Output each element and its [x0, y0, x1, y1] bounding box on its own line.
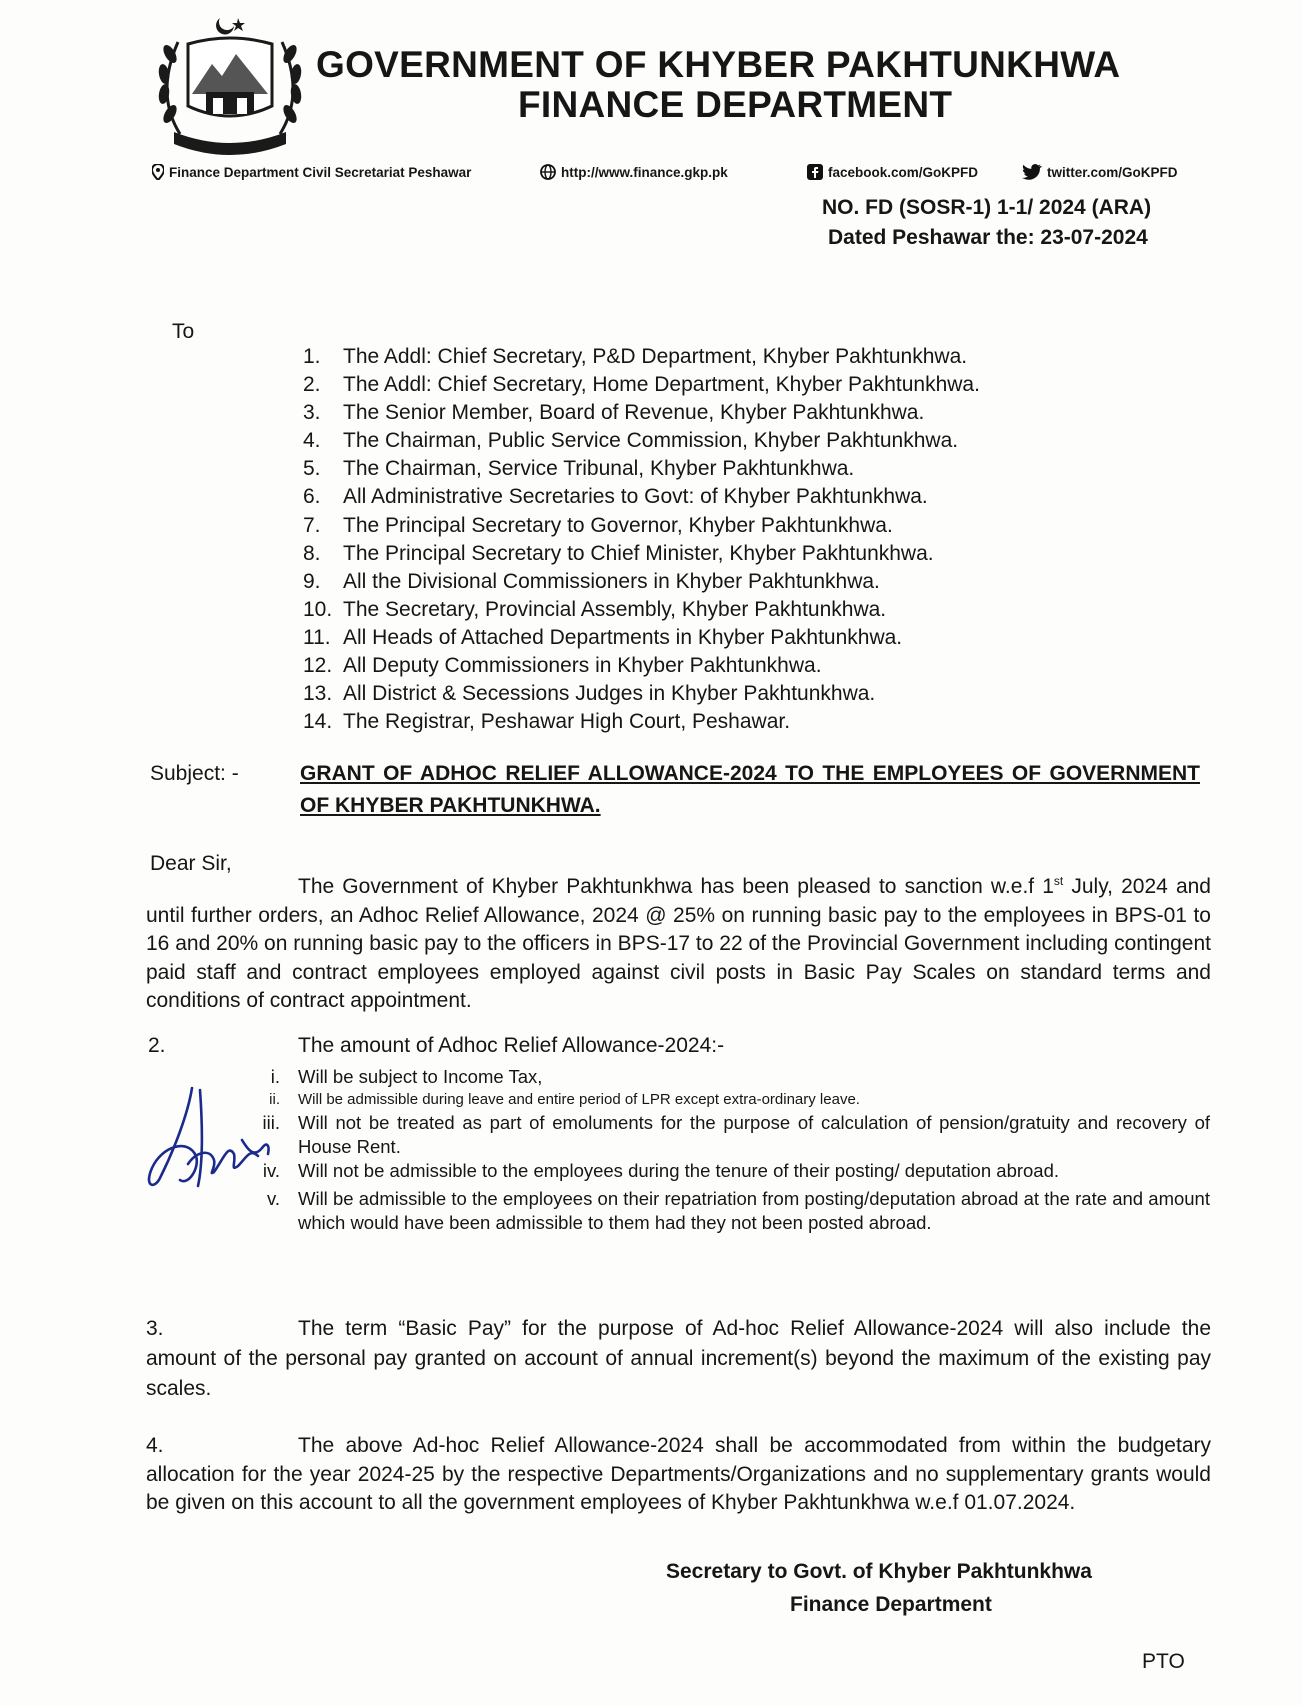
twitter-link[interactable]: twitter.com/GoKPFD [1047, 164, 1178, 180]
department-subtitle: FINANCE DEPARTMENT [518, 84, 953, 125]
website-item[interactable] [540, 164, 728, 180]
department-title: GOVERNMENT OF KHYBER PAKHTUNKHWA [316, 44, 1121, 85]
handwritten-signature [130, 1068, 280, 1208]
signatory-title: Secretary to Govt. of Khyber Pakhtunkhwa [666, 1560, 1092, 1583]
allowance-conditions-list [200, 1065, 1210, 1235]
paragraph-4: 4. The above Ad-hoc Relief Allowance-2024 shall be accommodated from within the budgetary allocation for the year 2024-25 by the respective Departments/Organizations and no supplementary grants would be given on this account to all the government employees of Khyber Pakhtunkhwa w.e.f 01.07.2024. [146, 1434, 1211, 1514]
paragraph-3: 3. The term “Basic Pay” for the purpose of Ad-hoc Relief Allowance-2024 will also include the amount of the personal pay granted on account of annual increment(s) beyond the maximum of the existing pay scales. [146, 1317, 1211, 1400]
government-emblem-icon [150, 14, 310, 164]
reference-date: Dated Peshawar the: 23-07-2024 [828, 226, 1148, 249]
list-item: 12. All Deputy Commissioners in Khyber Pakhtunkhwa. [303, 654, 822, 678]
list-item: 14. The Registrar, Peshawar High Court, Peshawar. [303, 710, 791, 734]
list-item: 3. The Senior Member, Board of Revenue, Khyber Pakhtunkhwa. [303, 401, 925, 425]
list-item: 1. The Addl: Chief Secretary, P&D Department, Khyber Pakhtunkhwa. [303, 345, 968, 368]
paragraph-2-number: 2. [148, 1034, 166, 1057]
website-link[interactable]: http://www.finance.gkp.pk [561, 164, 728, 180]
twitter-icon [1022, 164, 1042, 180]
paragraph-2-intro: The amount of Adhoc Relief Allowance-2024:- [298, 1034, 725, 1057]
list-item: 11. All Heads of Attached Departments in Khyber Pakhtunkhwa. [303, 625, 903, 649]
facebook-icon [807, 164, 823, 180]
to-label: To [172, 320, 195, 343]
list-item: ii. Will be admissible during leave and entire period of LPR except extra-ordinary leave. [269, 1091, 860, 1108]
pto-mark: PTO [1142, 1650, 1185, 1673]
address-item [152, 164, 471, 180]
location-pin-icon [152, 164, 164, 180]
list-item: 10. The Secretary, Provincial Assembly, Khyber Pakhtunkhwa. [303, 597, 887, 621]
twitter-item[interactable] [1022, 164, 1178, 180]
list-item: i. Will be subject to Income Tax, [270, 1066, 543, 1087]
reference-number: NO. FD (SOSR-1) 1-1/ 2024 (ARA) [822, 196, 1152, 219]
list-item: v. Will be admissible to the employees on their repatriation from posting/deputation abroad at the rate and amount which would have been admissible to them had they not been posted abroad. [266, 1188, 1210, 1233]
facebook-item[interactable] [807, 164, 978, 180]
subject-label: Subject: - [150, 762, 239, 785]
facebook-link[interactable]: facebook.com/GoKPFD [828, 164, 979, 180]
addressee-list [303, 345, 980, 738]
list-item: 13. All District & Secessions Judges in Khyber Pakhtunkhwa. [303, 682, 876, 706]
list-item: 6. All Administrative Secretaries to Govt: of Khyber Pakhtunkhwa. [303, 485, 928, 509]
list-item: iii. Will not be treated as part of emoluments for the purpose of calculation of pension/gratuity and recovery of House Rent. [262, 1112, 1210, 1157]
list-item: 2. The Addl: Chief Secretary, Home Department, Khyber Pakhtunkhwa. [303, 373, 980, 397]
paragraph-1: The Government of Khyber Pakhtunkhwa has been pleased to sanction w.e.f 1st July, 2024 and until further orders, an Adhoc Relief Allowance, 2024 @ 25% on running basic pay to the employees in BPS-01 to 16 and 20% on running basic pay to the officers in BPS-17 to 22 of the Provincial Government including contingent paid staff and contract employees employed against civil posts in Basic Pay Scales on standard terms and conditions of contract appointment. [146, 874, 1211, 1012]
contact-row [152, 164, 1212, 188]
list-item: 8. The Principal Secretary to Chief Minister, Khyber Pakhtunkhwa. [303, 541, 934, 565]
list-item: 5. The Chairman, Service Tribunal, Khyber Pakhtunkhwa. [303, 457, 855, 481]
list-item: 7. The Principal Secretary to Governor, Khyber Pakhtunkhwa. [303, 513, 893, 537]
address-text: Finance Department Civil Secretariat Peshawar [169, 164, 472, 180]
subject-text: GRANT OF ADHOC RELIEF ALLOWANCE-2024 TO THE EMPLOYEES OF GOVERNMENT OF KHYBER PAKHTUNKHWA. [300, 762, 1200, 817]
salutation: Dear Sir, [150, 852, 232, 875]
signatory-department: Finance Department [790, 1593, 992, 1616]
list-item: iv. Will not be admissible to the employees during the tenure of their posting/ deputation abroad. [262, 1160, 1060, 1181]
globe-icon [540, 164, 556, 180]
list-item: 4. The Chairman, Public Service Commission, Khyber Pakhtunkhwa. [303, 429, 959, 453]
list-item: 9. All the Divisional Commissioners in Khyber Pakhtunkhwa. [303, 569, 880, 593]
